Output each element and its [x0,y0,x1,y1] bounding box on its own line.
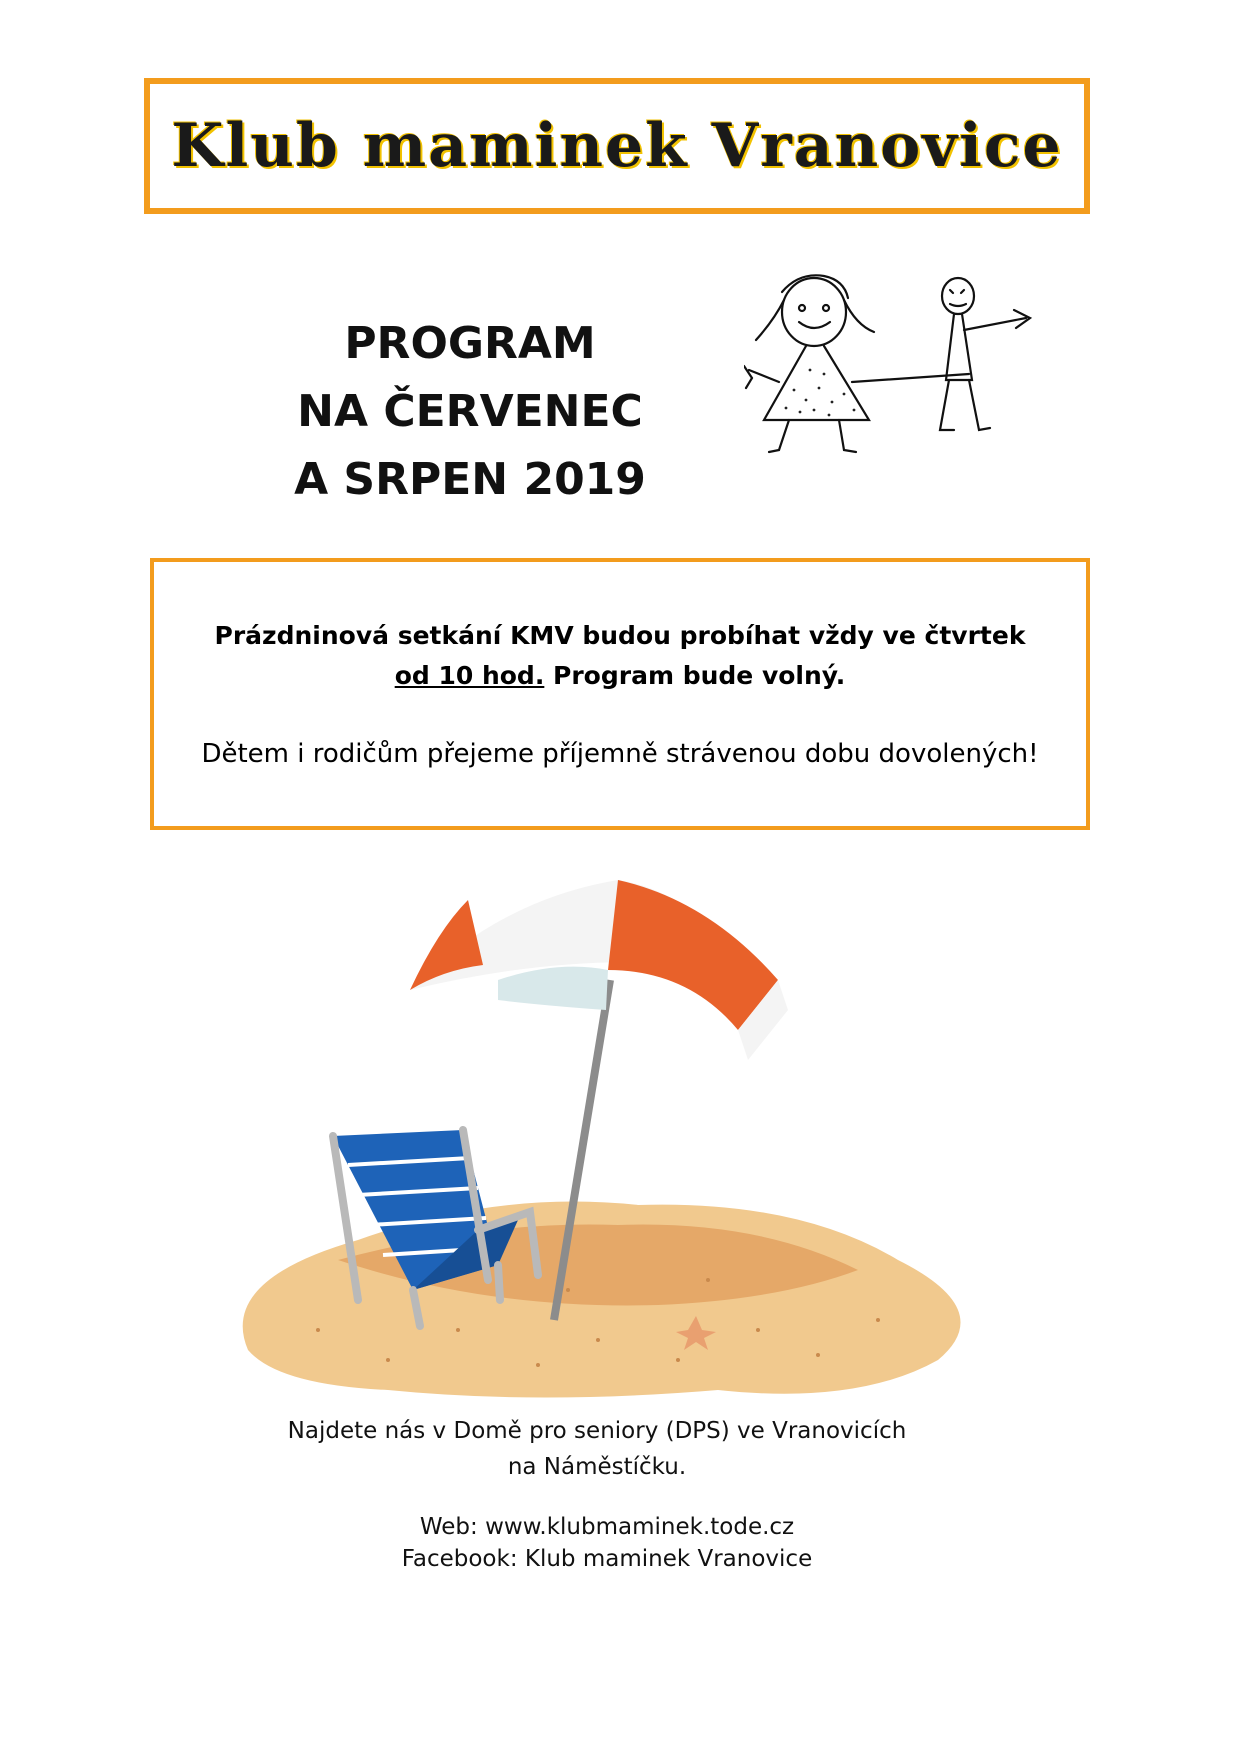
info-box [150,558,1090,830]
info-time: od 10 hod. [394,661,545,690]
info-program-note: Program bude volný. [544,661,846,690]
program-title-line2: NA ČERVENEC [297,386,643,437]
beach-umbrella-chair-image [238,860,1008,1400]
footer-address-line1: Najdete nás v Domě pro seniory (DPS) ve Vranovicích [287,1418,907,1444]
club-name: Klub maminek Vranovice [171,111,1063,181]
info-wishes-line: Dětem i rodičům přejeme příjemně strávenou dobu dovolených! [201,739,1039,769]
program-title-line3: A SRPEN 2019 [294,454,646,505]
program-title [250,310,690,514]
header-banner [144,78,1090,214]
footer-web-link[interactable]: Web: www.klubmaminek.tode.cz [419,1514,795,1540]
program-title-line1: PROGRAM [344,318,596,369]
info-time-line [154,656,1086,696]
info-schedule-line: Prázdninová setkání KMV budou probíhat vždy ve čtvrtek [214,621,1026,650]
footer-address-line2: na Náměstíčku. [507,1454,687,1480]
footer-facebook-link[interactable]: Facebook: Klub maminek Vranovice [401,1546,813,1572]
children-drawing-image [744,270,1034,470]
